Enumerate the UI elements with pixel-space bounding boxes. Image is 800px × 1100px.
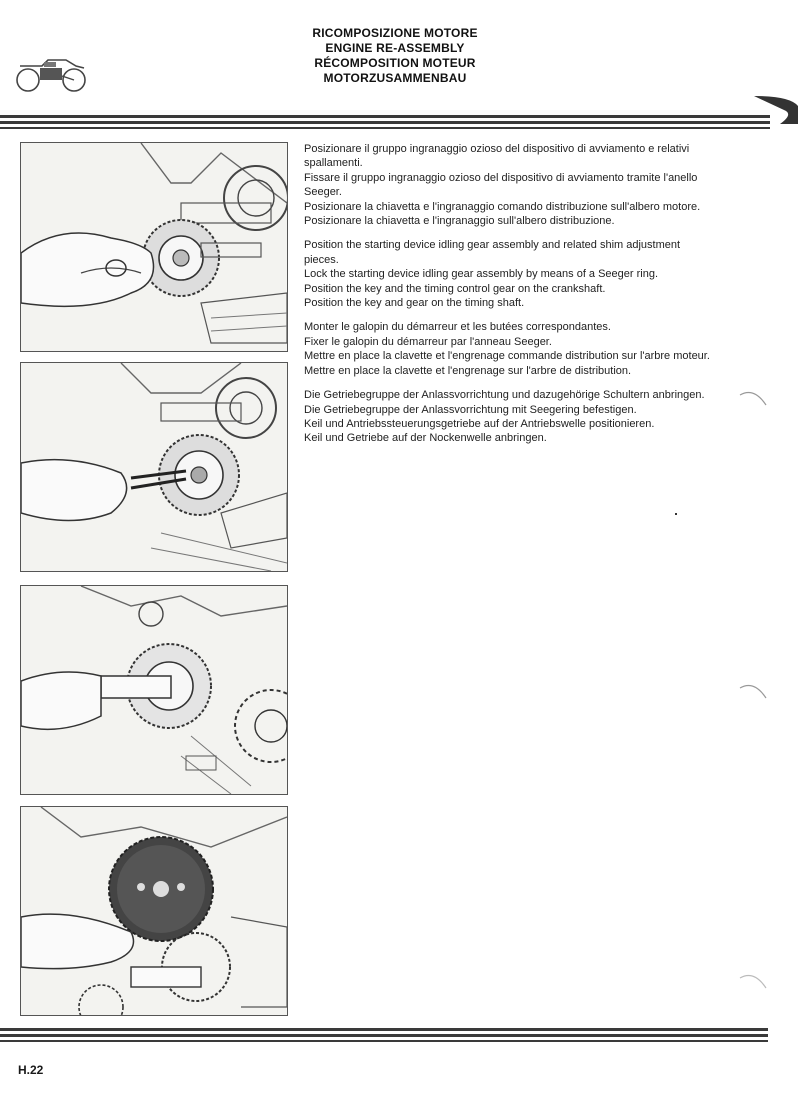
paragraph-line: Die Getriebegruppe der Anlassvorrichtung mit Seegering befestigen. <box>304 403 637 416</box>
paragraph-line: Mettre en place la clavette et l'engrenage commande distribution sur l'arbre moteur. <box>304 350 710 363</box>
header-divider <box>0 121 770 124</box>
paragraph-line: Keil und Getriebe auf der Nockenwelle anbringen. <box>304 432 547 445</box>
paragraph-line: Posizionare la chiavetta e l'ingranaggio comando distribuzione sull'albero motore. <box>304 200 701 213</box>
title-german: MOTORZUSAMMENBAU <box>323 71 467 85</box>
instructions-german <box>304 388 710 446</box>
paragraph-line: Position the key and the timing control gear on the crankshaft. <box>304 282 606 295</box>
figure-crankshaft-gear <box>20 585 288 795</box>
header-divider <box>0 115 770 118</box>
title-french: RÉCOMPOSITION MOTEUR <box>314 56 476 70</box>
idler-gear-illustration <box>21 143 287 351</box>
margin-punch-mark <box>738 385 768 409</box>
title-english: ENGINE RE-ASSEMBLY <box>325 41 465 55</box>
footer-divider <box>0 1034 768 1037</box>
paragraph-line: Keil und Antriebssteuerungsgetriebe auf der Antriebswelle positionieren. <box>304 417 655 430</box>
instructions-french <box>304 320 710 378</box>
paragraph-line: Monter le galopin du démarreur et les butées correspondantes. <box>304 321 611 334</box>
timing-shaft-gear-illustration <box>21 807 287 1015</box>
instructions-italian <box>304 142 710 228</box>
title-italian: RICOMPOSIZIONE MOTORE <box>312 26 478 40</box>
seeger-ring-pliers-illustration <box>21 363 287 571</box>
paragraph-line: Die Getriebegruppe der Anlassvorrichtung und dazugehörige Schultern anbringen. <box>304 389 705 402</box>
instructions-english <box>304 238 710 310</box>
paragraph-line: Fixer le galopin du démarreur par l'anneau Seeger. <box>304 335 552 348</box>
crankshaft-gear-illustration <box>21 586 287 794</box>
paragraph-line: Fissare il gruppo ingranaggio ozioso del dispositivo di avviamento tramite l'anello Seeger. <box>304 171 698 199</box>
paragraph-line: Lock the starting device idling gear assembly by means of a Seeger ring. <box>304 268 659 281</box>
footer-divider <box>0 1028 768 1031</box>
figure-timing-shaft-gear <box>20 806 288 1016</box>
stray-mark <box>675 513 677 515</box>
paragraph-line: Position the key and gear on the timing shaft. <box>304 297 525 310</box>
page-number: H.22 <box>18 1063 44 1077</box>
footer-divider <box>0 1040 768 1042</box>
motorcycle-icon <box>14 52 90 96</box>
header-divider <box>0 127 770 129</box>
paragraph-line: Mettre en place la clavette et l'engrenage sur l'arbre de distribution. <box>304 364 632 377</box>
paragraph-line: Posizionare la chiavetta e l'ingranaggio sull'albero distribuzione. <box>304 215 615 228</box>
figure-seeger-ring <box>20 362 288 572</box>
figure-idler-gear <box>20 142 288 352</box>
paragraph-line: Position the starting device idling gear assembly and related shim adjustment pieces. <box>304 239 681 266</box>
page-corner-tab <box>750 94 800 124</box>
instructions-column <box>304 142 710 456</box>
margin-punch-mark <box>738 968 768 992</box>
margin-punch-mark <box>738 678 768 702</box>
paragraph-line: Posizionare il gruppo ingranaggio ozioso del dispositivo di avviamento e relativi spallamenti. <box>304 143 690 170</box>
page-title-block <box>250 26 540 86</box>
